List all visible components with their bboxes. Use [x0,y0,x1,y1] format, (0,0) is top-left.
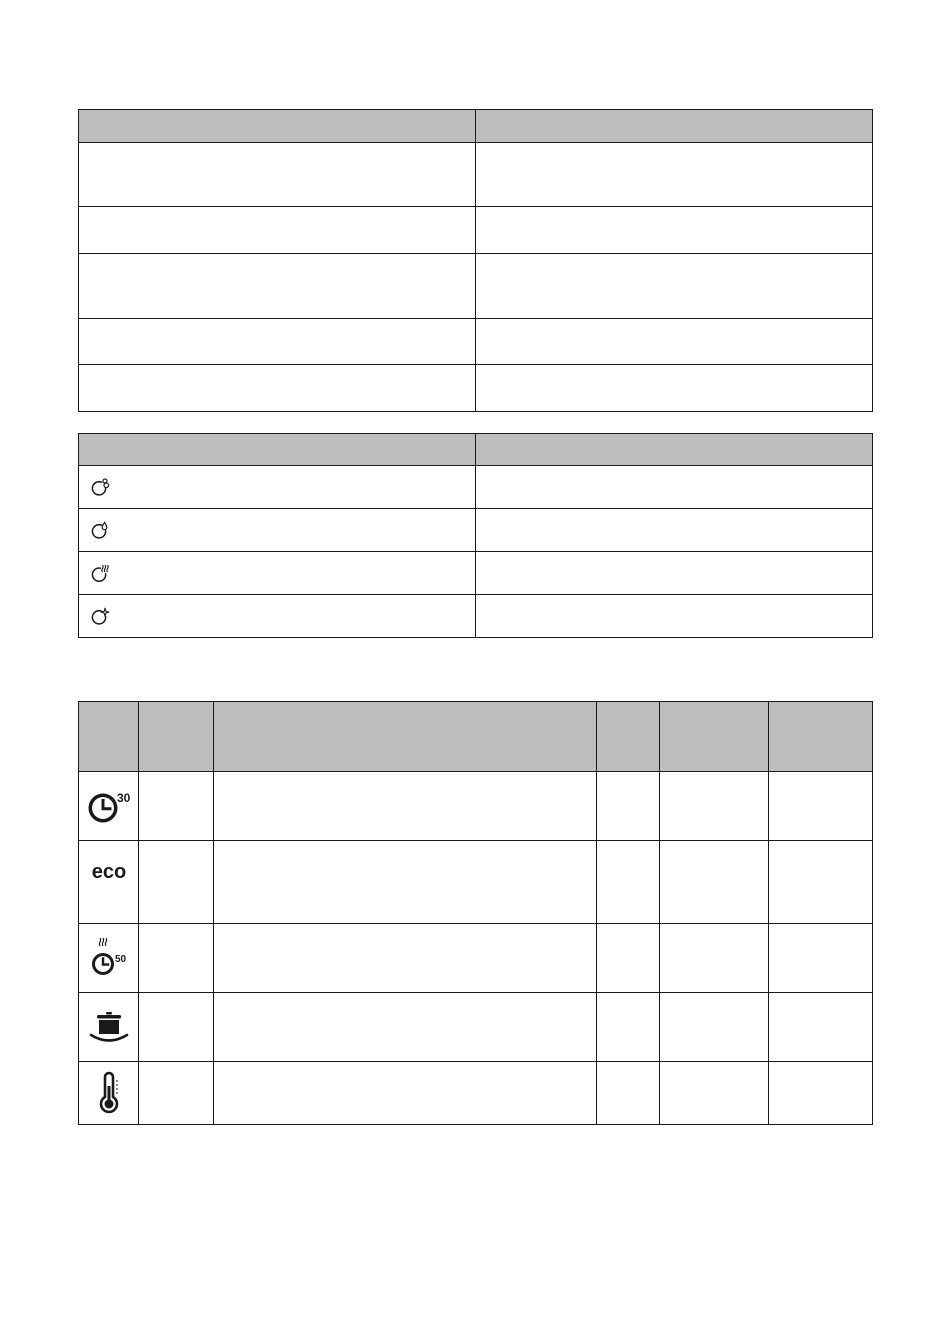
pot-intensive-icon [87,1007,131,1047]
table-cell [214,841,597,924]
table-row [79,254,873,319]
table-cell [214,924,597,993]
table-row [79,841,873,924]
table-row [79,466,873,509]
table-cell [660,772,769,841]
prewash-circle-icon [89,476,111,498]
main-wash-droplet-icon [89,519,111,541]
table-cell [597,841,660,924]
table-cell [769,772,873,841]
table-1-header-cell [476,110,873,143]
table-cell [769,993,873,1062]
table-cell [660,993,769,1062]
table-row [79,772,873,841]
table-cell [79,595,476,638]
clock-steam-50-icon [81,934,137,982]
table-2-header-cell [79,434,476,466]
table-3-header-cell [597,702,660,772]
table-cell [79,993,139,1062]
rinse-sparkle-icon [89,605,111,627]
table-row [79,365,873,412]
table-cell [79,143,476,207]
table-row [79,595,873,638]
table-row [79,509,873,552]
icon-label: 30 [116,791,130,805]
table-cell [79,509,476,552]
table-3-header-cell [139,702,214,772]
table-cell [139,1062,214,1125]
table-cell [597,1062,660,1125]
table-3-header-cell [214,702,597,772]
drying-steam-icon [89,562,111,584]
table-cell [214,772,597,841]
table-cell [79,365,476,412]
thermometer-icon [94,1071,124,1115]
table-3-header [79,702,873,772]
table-cell [79,207,476,254]
table-3-header-cell [769,702,873,772]
table-cell [214,993,597,1062]
table-2-header-cell [476,434,873,466]
table-cell [769,924,873,993]
icon-label: 50 [114,954,126,965]
table-cell [79,924,139,993]
table-cell [597,924,660,993]
table-row [79,924,873,993]
eco-icon-label: eco [91,861,126,883]
table-cell [79,552,476,595]
table-cell [79,254,476,319]
table-row [79,552,873,595]
table-cell [79,319,476,365]
table-cell [476,319,873,365]
table-cell [769,1062,873,1125]
clock-30-icon [81,786,137,826]
table-1-header [79,110,873,143]
table-cell [139,924,214,993]
table-cell [476,143,873,207]
table-3-header-cell [79,702,139,772]
table-1 [78,109,873,412]
table-cell [476,509,873,552]
table-3-header-cell [660,702,769,772]
table-cell [476,466,873,509]
table-2-header [79,434,873,466]
table-cell [597,993,660,1062]
table-2 [78,433,873,638]
table-cell [79,1062,139,1125]
table-row [79,993,873,1062]
table-cell [660,841,769,924]
table-cell [79,772,139,841]
table-1-header-cell [79,110,476,143]
table-cell [476,595,873,638]
table-cell [139,993,214,1062]
table-cell [660,924,769,993]
table-cell [139,841,214,924]
table-row [79,1062,873,1125]
table-cell [597,772,660,841]
table-cell [476,207,873,254]
table-cell [214,1062,597,1125]
table-cell [476,365,873,412]
table-cell [79,841,139,924]
table-cell [79,466,476,509]
table-cell [476,552,873,595]
eco-icon [84,859,134,885]
table-cell [476,254,873,319]
table-cell [660,1062,769,1125]
table-row [79,207,873,254]
table-cell [769,841,873,924]
table-row [79,319,873,365]
table-3 [78,701,873,1125]
table-row [79,143,873,207]
table-cell [139,772,214,841]
